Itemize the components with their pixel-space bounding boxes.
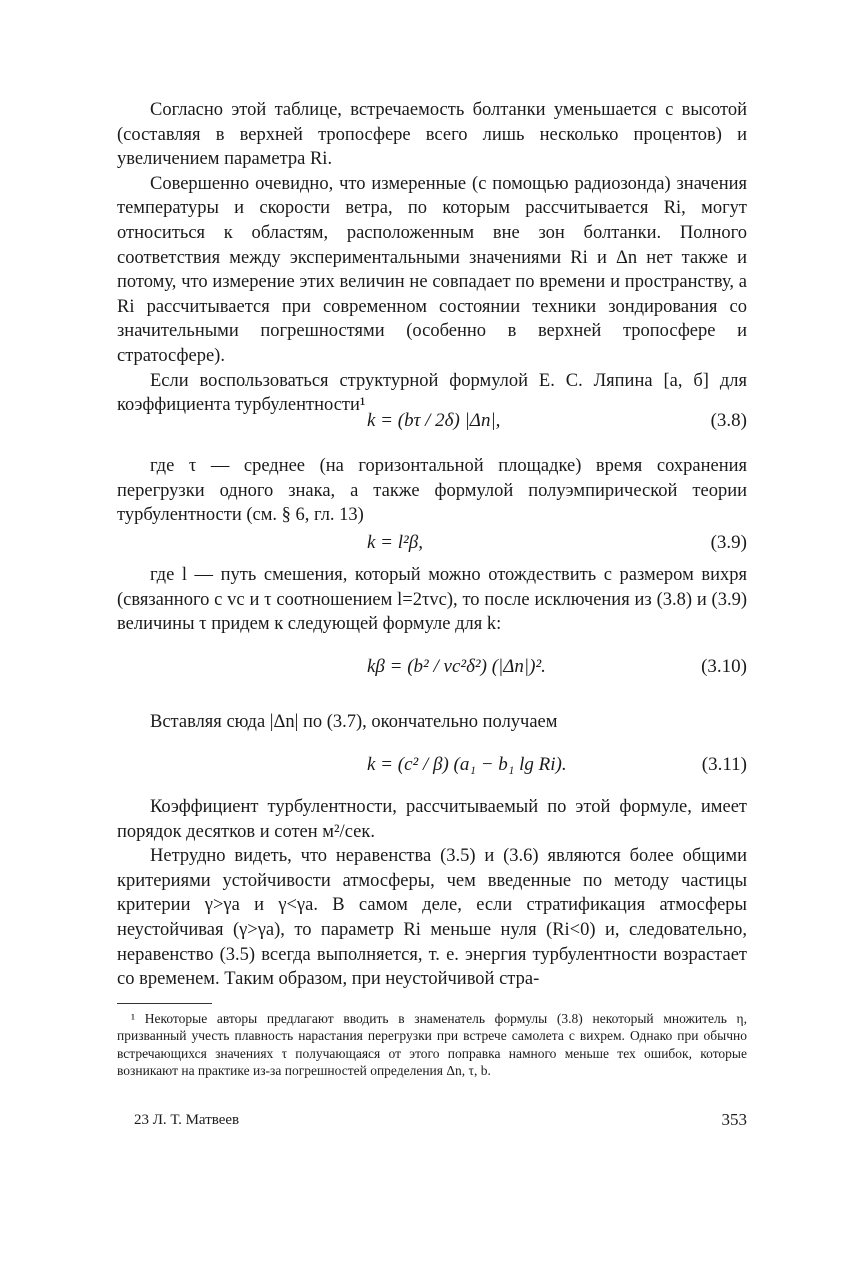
main-text <box>117 98 747 418</box>
equation-3-10 <box>117 650 747 690</box>
equation-3-11 <box>117 748 747 788</box>
equation-number: (3.11) <box>701 754 747 775</box>
equation-formula: k = (c² / β) (a₁ − b₁ lg Ri). <box>367 754 567 775</box>
paragraph-5: где l — путь смешения, который можно отождествить с размером вихря (связанного с vc и τ соотношением l=2τvc), то после исключения из (3.8) и (3.9) величины τ придем к следующей формуле для k: <box>117 565 747 635</box>
paragraph-1: Согласно этой таблице, встречаемость болтанки уменьшается с высотой (составляя в верхней тропосфере всего лишь несколько процентов) и увеличением параметра Ri. <box>117 100 747 170</box>
footnote: ¹ Некоторые авторы предлагают вводить в знаменатель формулы (3.8) некоторый множитель η, призванный учесть плавность нарастания перегрузки при встрече самолета с вихрем. Однако при обычно встречающихся значениях τ получающаяся от этого поправка намного меньше тех ошибок, которые возникают на практике из-за погрешностей определения Δn, τ, b. <box>117 1011 747 1078</box>
equation-formula: k = l²β, <box>367 532 423 553</box>
equation-formula: k = (bτ / 2δ) |Δn|, <box>367 410 501 431</box>
text-block-5 <box>117 795 747 992</box>
paragraph-8: Нетрудно видеть, что неравенства (3.5) и (3.6) являются более общими критериями устойчивости атмосферы, чем введенные по методу частицы критерии γ>γa и γ<γa. В самом деле, если стратификация атмосферы неустойчивая (γ>γa), то параметр Ri меньше нуля (Ri<0) и, следовательно, неравенство (3.5) всегда выполняется, т. е. энергия турбулентности возрастает со временем. Таким образом, при неустойчивой стра- <box>117 846 747 990</box>
equation-formula: kβ = (b² / vc²δ²) (|Δn|)². <box>367 656 546 677</box>
signature-mark: 23 Л. Т. Матвеев <box>134 1112 240 1128</box>
equation-number: (3.10) <box>701 656 747 677</box>
page-number: 353 <box>721 1110 747 1129</box>
text-block-2 <box>117 454 747 528</box>
text-block-4 <box>117 710 747 735</box>
equation-number: (3.9) <box>710 532 747 553</box>
paragraph-7: Коэффициент турбулентности, рассчитываемый по этой формуле, имеет порядок десятков и сотен м²/сек. <box>117 797 747 842</box>
equation-3-9 <box>117 526 747 566</box>
paragraph-3: Если воспользоваться структурной формулой Е. С. Ляпина [а, б] для коэффициента турбулентности¹ <box>117 370 747 416</box>
equation-number: (3.8) <box>710 410 747 431</box>
text-block-3 <box>117 563 747 637</box>
footnote-divider <box>117 1003 212 1004</box>
paragraph-6: Вставляя сюда |Δn| по (3.7), окончательно получаем <box>150 712 558 732</box>
paragraph-4: где τ — среднее (на горизонтальной площадке) время сохранения перегрузки одного знака, а также формулой полуэмпирической теории турбулентности (см. § 6, гл. 13) <box>117 456 747 526</box>
equation-3-8 <box>117 404 747 444</box>
paragraph-2: Совершенно очевидно, что измеренные (с помощью радиозонда) значения температуры и скорости ветра, по которым рассчитывается Ri, могут относиться к областям, расположенным вне зон болтанки. Полного соответствия между экспериментальными значениями Ri и Δn нет также и потому, что измерение этих величин не совпадает по времени и пространству, а Ri рассчитывается при современном состоянии техники зондирования со значительными погрешностями (особенно в верхней тропосфере и стратосфере). <box>117 173 747 366</box>
